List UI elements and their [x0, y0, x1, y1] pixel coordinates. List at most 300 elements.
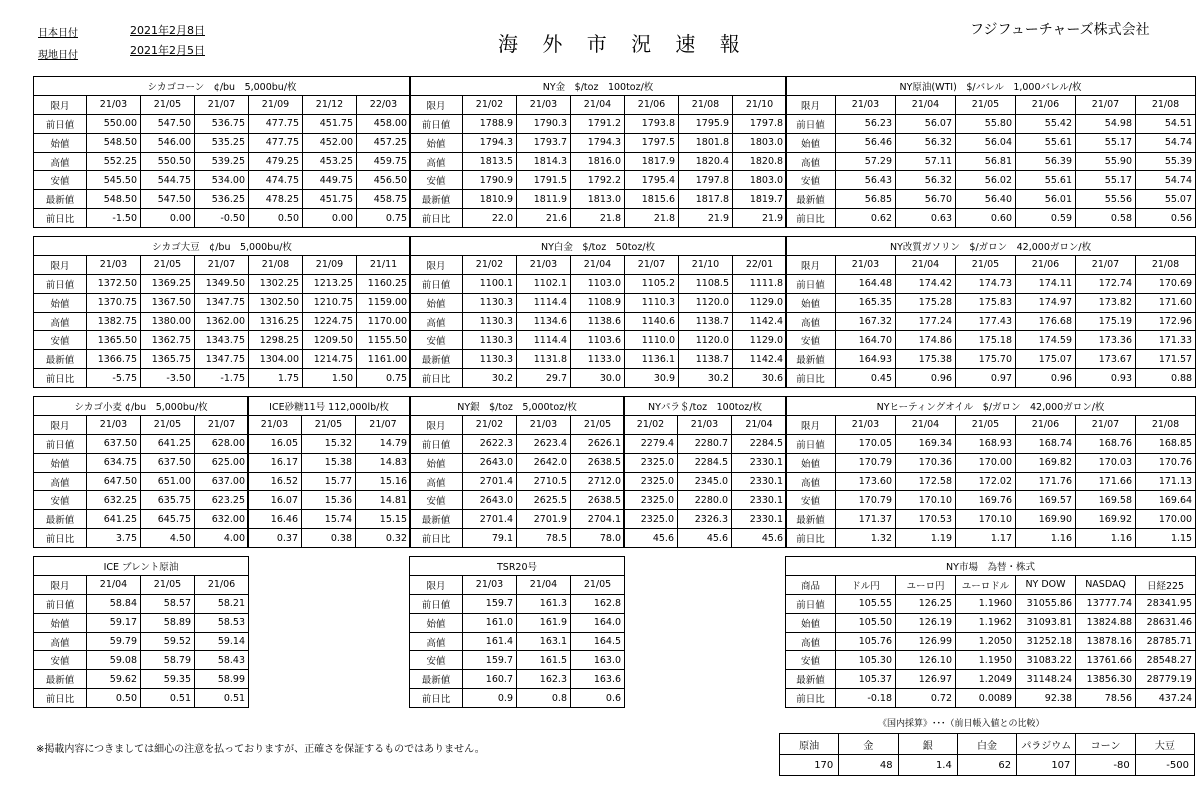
table-row	[786, 171, 1196, 190]
header-cell: 金	[839, 734, 898, 755]
cell: 175.83	[956, 293, 1016, 312]
row-label: 始値	[34, 133, 87, 152]
table-row	[786, 613, 1196, 632]
cell: 550.00	[87, 114, 141, 133]
cell: 0.8	[517, 689, 571, 708]
cell: 55.61	[1016, 133, 1076, 152]
header-cell: 原油	[780, 734, 839, 755]
heating-oil-title: NYヒーティングオイル $/ガロン 42,000ガロン/枚	[786, 397, 1196, 416]
header-cell: 日経225	[1136, 575, 1196, 594]
cell: 1131.8	[517, 350, 571, 369]
table-row	[410, 472, 625, 491]
corn-title: シカゴコーン ¢/bu 5,000bu/枚	[34, 77, 411, 96]
header-cell: 21/05	[956, 255, 1016, 274]
table-row	[786, 331, 1196, 350]
cell: 1791.5	[517, 171, 571, 190]
cell: 459.75	[357, 152, 411, 171]
header-cell: 21/03	[87, 415, 141, 434]
table-row	[34, 190, 411, 209]
cell: 59.17	[87, 613, 141, 632]
cell: 59.79	[87, 632, 141, 651]
cell: 451.75	[303, 114, 357, 133]
header-cell: 大豆	[1135, 734, 1194, 755]
header-cell: パラジウム	[1017, 734, 1076, 755]
row-label: 安値	[410, 651, 463, 670]
cell: 56.39	[1016, 152, 1076, 171]
cell: 169.82	[1016, 453, 1076, 472]
cell: 628.00	[195, 434, 249, 453]
cell: 449.75	[303, 171, 357, 190]
cell: 175.28	[896, 293, 956, 312]
cell: 168.74	[1016, 434, 1076, 453]
cell: 4.00	[195, 529, 249, 548]
header-cell: 21/08	[679, 95, 733, 114]
row-label: 高値	[410, 312, 463, 331]
row-label: 前日値	[34, 434, 87, 453]
table-row	[410, 453, 625, 472]
cell: 634.75	[87, 453, 141, 472]
cell: 164.0	[571, 613, 625, 632]
cell: 1790.3	[517, 114, 571, 133]
table-row	[410, 689, 625, 708]
row-label: 前日比	[410, 209, 463, 228]
cell: 2701.4	[463, 472, 517, 491]
cell: 168.85	[1136, 434, 1196, 453]
heating-oil-table	[785, 396, 1196, 548]
table-row	[410, 114, 787, 133]
cell: 173.60	[836, 472, 896, 491]
cell: 31252.18	[1016, 632, 1076, 651]
row-label: 安値	[410, 331, 463, 350]
header-cell: 21/08	[1136, 255, 1196, 274]
table-row	[786, 350, 1196, 369]
cell: 1108.5	[679, 274, 733, 293]
cell: 58.53	[195, 613, 249, 632]
cell: 641.25	[141, 434, 195, 453]
cell: 1.2050	[956, 632, 1016, 651]
cell: 170.53	[896, 510, 956, 529]
row-label: 最新値	[786, 190, 836, 209]
table-row	[34, 114, 411, 133]
cell: 2325.0	[624, 510, 678, 529]
row-label: 高値	[34, 632, 87, 651]
cell: 645.75	[141, 510, 195, 529]
cell: 1138.7	[679, 350, 733, 369]
cell: 1224.75	[303, 312, 357, 331]
header-cell: 21/03	[463, 575, 517, 594]
cell: 0.37	[248, 529, 302, 548]
cell: 0.63	[896, 209, 956, 228]
cell: 13777.74	[1076, 594, 1136, 613]
cell: -0.50	[195, 209, 249, 228]
cell: 0.96	[896, 369, 956, 388]
cell: 172.02	[956, 472, 1016, 491]
header-cell: 21/02	[463, 95, 517, 114]
row-label: 始値	[410, 613, 463, 632]
table-row	[410, 293, 787, 312]
cell: 548.50	[87, 133, 141, 152]
cell: 1365.50	[87, 331, 141, 350]
cell: 30.0	[571, 369, 625, 388]
cell: 161.5	[517, 651, 571, 670]
cell: 13856.30	[1076, 670, 1136, 689]
cell: -1.75	[195, 369, 249, 388]
cell: 78.56	[1076, 689, 1136, 708]
cell: 0.00	[141, 209, 195, 228]
cell: 175.18	[956, 331, 1016, 350]
cell: 15.38	[302, 453, 356, 472]
header-cell: 21/06	[1016, 95, 1076, 114]
cell: 164.70	[836, 331, 896, 350]
table-row	[34, 293, 411, 312]
cell: 58.84	[87, 594, 141, 613]
cell: 0.50	[87, 689, 141, 708]
table-row	[248, 491, 411, 510]
header-cell: 21/03	[517, 415, 571, 434]
cell: 58.57	[141, 594, 195, 613]
header-cell: 21/05	[141, 255, 195, 274]
cell: 1210.75	[303, 293, 357, 312]
cell: 170.36	[896, 453, 956, 472]
cell: 170.69	[1136, 274, 1196, 293]
header-cell: NASDAQ	[1076, 575, 1136, 594]
company-name: フジフューチャーズ株式会社	[970, 22, 1150, 38]
cell: 1794.3	[463, 133, 517, 152]
header-cell: 21/05	[141, 95, 195, 114]
cell: 1.16	[1016, 529, 1076, 548]
cell: 54.74	[1136, 133, 1196, 152]
cell: 632.25	[87, 491, 141, 510]
cell: 45.6	[678, 529, 732, 548]
tsr20-table	[409, 556, 625, 708]
header-cell: 21/08	[1136, 415, 1196, 434]
cell: 1791.2	[571, 114, 625, 133]
row-label: 始値	[34, 453, 87, 472]
row-label: 安値	[786, 491, 836, 510]
cell: 176.68	[1016, 312, 1076, 331]
cell: -1.50	[87, 209, 141, 228]
cell: 174.97	[1016, 293, 1076, 312]
cell: 56.85	[836, 190, 896, 209]
cell: 21.9	[679, 209, 733, 228]
table-row	[34, 350, 411, 369]
domestic-caption: 《国内採算》･･･（前日帳入値との比較）	[878, 719, 1045, 729]
cell: 1140.6	[625, 312, 679, 331]
cell: 56.04	[956, 133, 1016, 152]
table-row	[34, 632, 249, 651]
cell: 1793.8	[625, 114, 679, 133]
table-row	[410, 350, 787, 369]
cell: 15.32	[302, 434, 356, 453]
cell: 2712.0	[571, 472, 625, 491]
cell: 632.00	[195, 510, 249, 529]
cell: 544.75	[141, 171, 195, 190]
header-cell: 21/04	[896, 415, 956, 434]
cell: 30.6	[733, 369, 787, 388]
cell: 163.0	[571, 651, 625, 670]
cell: 126.10	[896, 651, 956, 670]
header-cell: 21/02	[624, 415, 678, 434]
cell: 0.62	[836, 209, 896, 228]
cell: 79.1	[463, 529, 517, 548]
cell: 1801.8	[679, 133, 733, 152]
cell: 174.59	[1016, 331, 1076, 350]
cell: 1820.8	[733, 152, 787, 171]
cell: 170.79	[836, 453, 896, 472]
header-cell: 21/03	[87, 255, 141, 274]
cell: -500	[1135, 755, 1194, 776]
row-label: 高値	[786, 312, 836, 331]
header-cell: 21/09	[249, 95, 303, 114]
table-row	[410, 171, 787, 190]
row-label: 安値	[410, 171, 463, 190]
cell: 1159.00	[357, 293, 411, 312]
cell: 2642.0	[517, 453, 571, 472]
cell: 2330.1	[732, 453, 787, 472]
row-label: 前日比	[786, 209, 836, 228]
row-label: 最新値	[786, 510, 836, 529]
row-label: 前日値	[34, 114, 87, 133]
table-row	[410, 651, 625, 670]
cell: 126.19	[896, 613, 956, 632]
table-row	[410, 613, 625, 632]
cell: 16.07	[248, 491, 302, 510]
cell: 2325.0	[624, 472, 678, 491]
cell: 1349.50	[195, 274, 249, 293]
cell: 59.14	[195, 632, 249, 651]
cell: 2345.0	[678, 472, 732, 491]
header-cell: 商品	[786, 575, 836, 594]
cell: 57.11	[896, 152, 956, 171]
cell: 1302.25	[249, 274, 303, 293]
table-row	[410, 312, 787, 331]
table-row	[34, 651, 249, 670]
cell: 2284.5	[678, 453, 732, 472]
header-cell: ドル円	[836, 575, 896, 594]
cell: 1815.6	[625, 190, 679, 209]
cell: 0.72	[896, 689, 956, 708]
table-row	[34, 472, 249, 491]
header-cell: 21/07	[195, 415, 249, 434]
cell: 55.42	[1016, 114, 1076, 133]
table-row	[410, 152, 787, 171]
cell: 1142.4	[733, 350, 787, 369]
header-cell: 限月	[410, 415, 463, 434]
cell: 13878.16	[1076, 632, 1136, 651]
cell: 78.5	[517, 529, 571, 548]
cell: 56.01	[1016, 190, 1076, 209]
row-label: 高値	[786, 152, 836, 171]
row-label: 前日値	[34, 274, 87, 293]
cell: 21.9	[733, 209, 787, 228]
cell: 1.2049	[956, 670, 1016, 689]
cell: 2638.5	[571, 491, 625, 510]
cell: 171.66	[1076, 472, 1136, 491]
table-row	[624, 529, 787, 548]
header-cell: 21/06	[1016, 255, 1076, 274]
cell: 1816.0	[571, 152, 625, 171]
cell: 1120.0	[679, 331, 733, 350]
row-label: 前日値	[786, 114, 836, 133]
cell: 13761.66	[1076, 651, 1136, 670]
table-row	[34, 369, 411, 388]
cell: 2625.5	[517, 491, 571, 510]
cell: 1142.4	[733, 312, 787, 331]
header-cell: 21/03	[87, 95, 141, 114]
cell: 1362.75	[141, 331, 195, 350]
row-label: 始値	[786, 293, 836, 312]
header-cell: 21/06	[1016, 415, 1076, 434]
cell: 15.16	[356, 472, 411, 491]
cell: 552.25	[87, 152, 141, 171]
crude-table	[785, 76, 1196, 228]
cell: 1382.75	[87, 312, 141, 331]
cell: 1.1960	[956, 594, 1016, 613]
table-row	[34, 510, 249, 529]
header-cell: 21/05	[956, 415, 1016, 434]
row-label: 安値	[786, 171, 836, 190]
cell: 55.07	[1136, 190, 1196, 209]
header-cell: 21/02	[463, 255, 517, 274]
cell: 2638.5	[571, 453, 625, 472]
table-row	[248, 434, 411, 453]
cell: 173.36	[1076, 331, 1136, 350]
cell: 1114.4	[517, 331, 571, 350]
row-label: 前日比	[34, 369, 87, 388]
cell: 2710.5	[517, 472, 571, 491]
cell: 637.50	[87, 434, 141, 453]
cell: 56.23	[836, 114, 896, 133]
cell: 169.92	[1076, 510, 1136, 529]
cell: 172.58	[896, 472, 956, 491]
row-label: 前日値	[786, 594, 836, 613]
cell: 1.1962	[956, 613, 1016, 632]
cell: 169.64	[1136, 491, 1196, 510]
header-cell: 21/03	[836, 255, 896, 274]
header-cell: 21/07	[1076, 255, 1136, 274]
row-label: 前日比	[410, 689, 463, 708]
header-cell: 21/05	[141, 415, 195, 434]
cell: 59.52	[141, 632, 195, 651]
cell: 1803.0	[733, 133, 787, 152]
header-cell: 21/04	[896, 255, 956, 274]
cell: 159.7	[463, 651, 517, 670]
cell: 1.75	[249, 369, 303, 388]
row-label: 最新値	[34, 670, 87, 689]
cell: 1114.4	[517, 293, 571, 312]
palladium-table	[623, 396, 787, 548]
cell: 1347.75	[195, 350, 249, 369]
cell: 2279.4	[624, 434, 678, 453]
ny-market-table	[785, 556, 1196, 708]
cell: 1100.1	[463, 274, 517, 293]
cell: 169.90	[1016, 510, 1076, 529]
cell: 2330.1	[732, 472, 787, 491]
table-row	[34, 613, 249, 632]
row-label: 前日値	[410, 114, 463, 133]
cell: 452.00	[303, 133, 357, 152]
table-row	[786, 293, 1196, 312]
row-label: 高値	[410, 152, 463, 171]
cell: 2325.0	[624, 491, 678, 510]
table-row	[410, 190, 787, 209]
cell: 171.37	[836, 510, 896, 529]
cell: 1155.50	[357, 331, 411, 350]
cell: 13824.88	[1076, 613, 1136, 632]
header-cell: 銀	[898, 734, 957, 755]
cell: 58.89	[141, 613, 195, 632]
cell: 56.40	[956, 190, 1016, 209]
cell: 59.35	[141, 670, 195, 689]
row-label: 安値	[34, 171, 87, 190]
row-label: 前日比	[786, 689, 836, 708]
cell: 534.00	[195, 171, 249, 190]
cell: 1130.3	[463, 331, 517, 350]
cell: 175.70	[956, 350, 1016, 369]
cell: 0.45	[836, 369, 896, 388]
cell: 172.74	[1076, 274, 1136, 293]
header-cell: NY DOW	[1016, 575, 1076, 594]
wheat-table	[33, 396, 249, 548]
table-row	[34, 331, 411, 350]
cell: 105.76	[836, 632, 896, 651]
cell: 1136.1	[625, 350, 679, 369]
cell: 2701.9	[517, 510, 571, 529]
cell: 45.6	[732, 529, 787, 548]
cell: 1111.8	[733, 274, 787, 293]
table-row	[624, 453, 787, 472]
table-row	[786, 369, 1196, 388]
table-row	[410, 369, 787, 388]
cell: 1810.9	[463, 190, 517, 209]
table-row	[786, 529, 1196, 548]
cell: 1788.9	[463, 114, 517, 133]
cell: 1103.6	[571, 331, 625, 350]
cell: 0.38	[302, 529, 356, 548]
cell: 161.0	[463, 613, 517, 632]
cell: 0.0089	[956, 689, 1016, 708]
sugar-title: ICE砂糖11号 112,000lb/枚	[248, 397, 411, 416]
row-label: 最新値	[410, 670, 463, 689]
cell: 170.10	[896, 491, 956, 510]
cell: 1.15	[1136, 529, 1196, 548]
cell: 170.03	[1076, 453, 1136, 472]
cell: 92.38	[1016, 689, 1076, 708]
cell: 2330.1	[732, 491, 787, 510]
table-row	[786, 190, 1196, 209]
cell: 58.79	[141, 651, 195, 670]
header-cell: 限月	[410, 575, 463, 594]
cell: 171.76	[1016, 472, 1076, 491]
cell: 170.00	[956, 453, 1016, 472]
table-row	[786, 274, 1196, 293]
table-row	[34, 312, 411, 331]
header-cell: 21/10	[733, 95, 787, 114]
cell: 126.97	[896, 670, 956, 689]
corn-table	[33, 76, 411, 228]
cell: 2280.0	[678, 491, 732, 510]
table-row	[780, 755, 1195, 776]
header-cell: 21/04	[517, 575, 571, 594]
cell: 2330.1	[732, 510, 787, 529]
row-label: 前日比	[34, 529, 87, 548]
table-row	[34, 491, 249, 510]
cell: 1129.0	[733, 293, 787, 312]
header-cell: 21/11	[357, 255, 411, 274]
header-cell: 22/03	[357, 95, 411, 114]
cell: 2325.0	[624, 453, 678, 472]
table-row	[410, 434, 625, 453]
